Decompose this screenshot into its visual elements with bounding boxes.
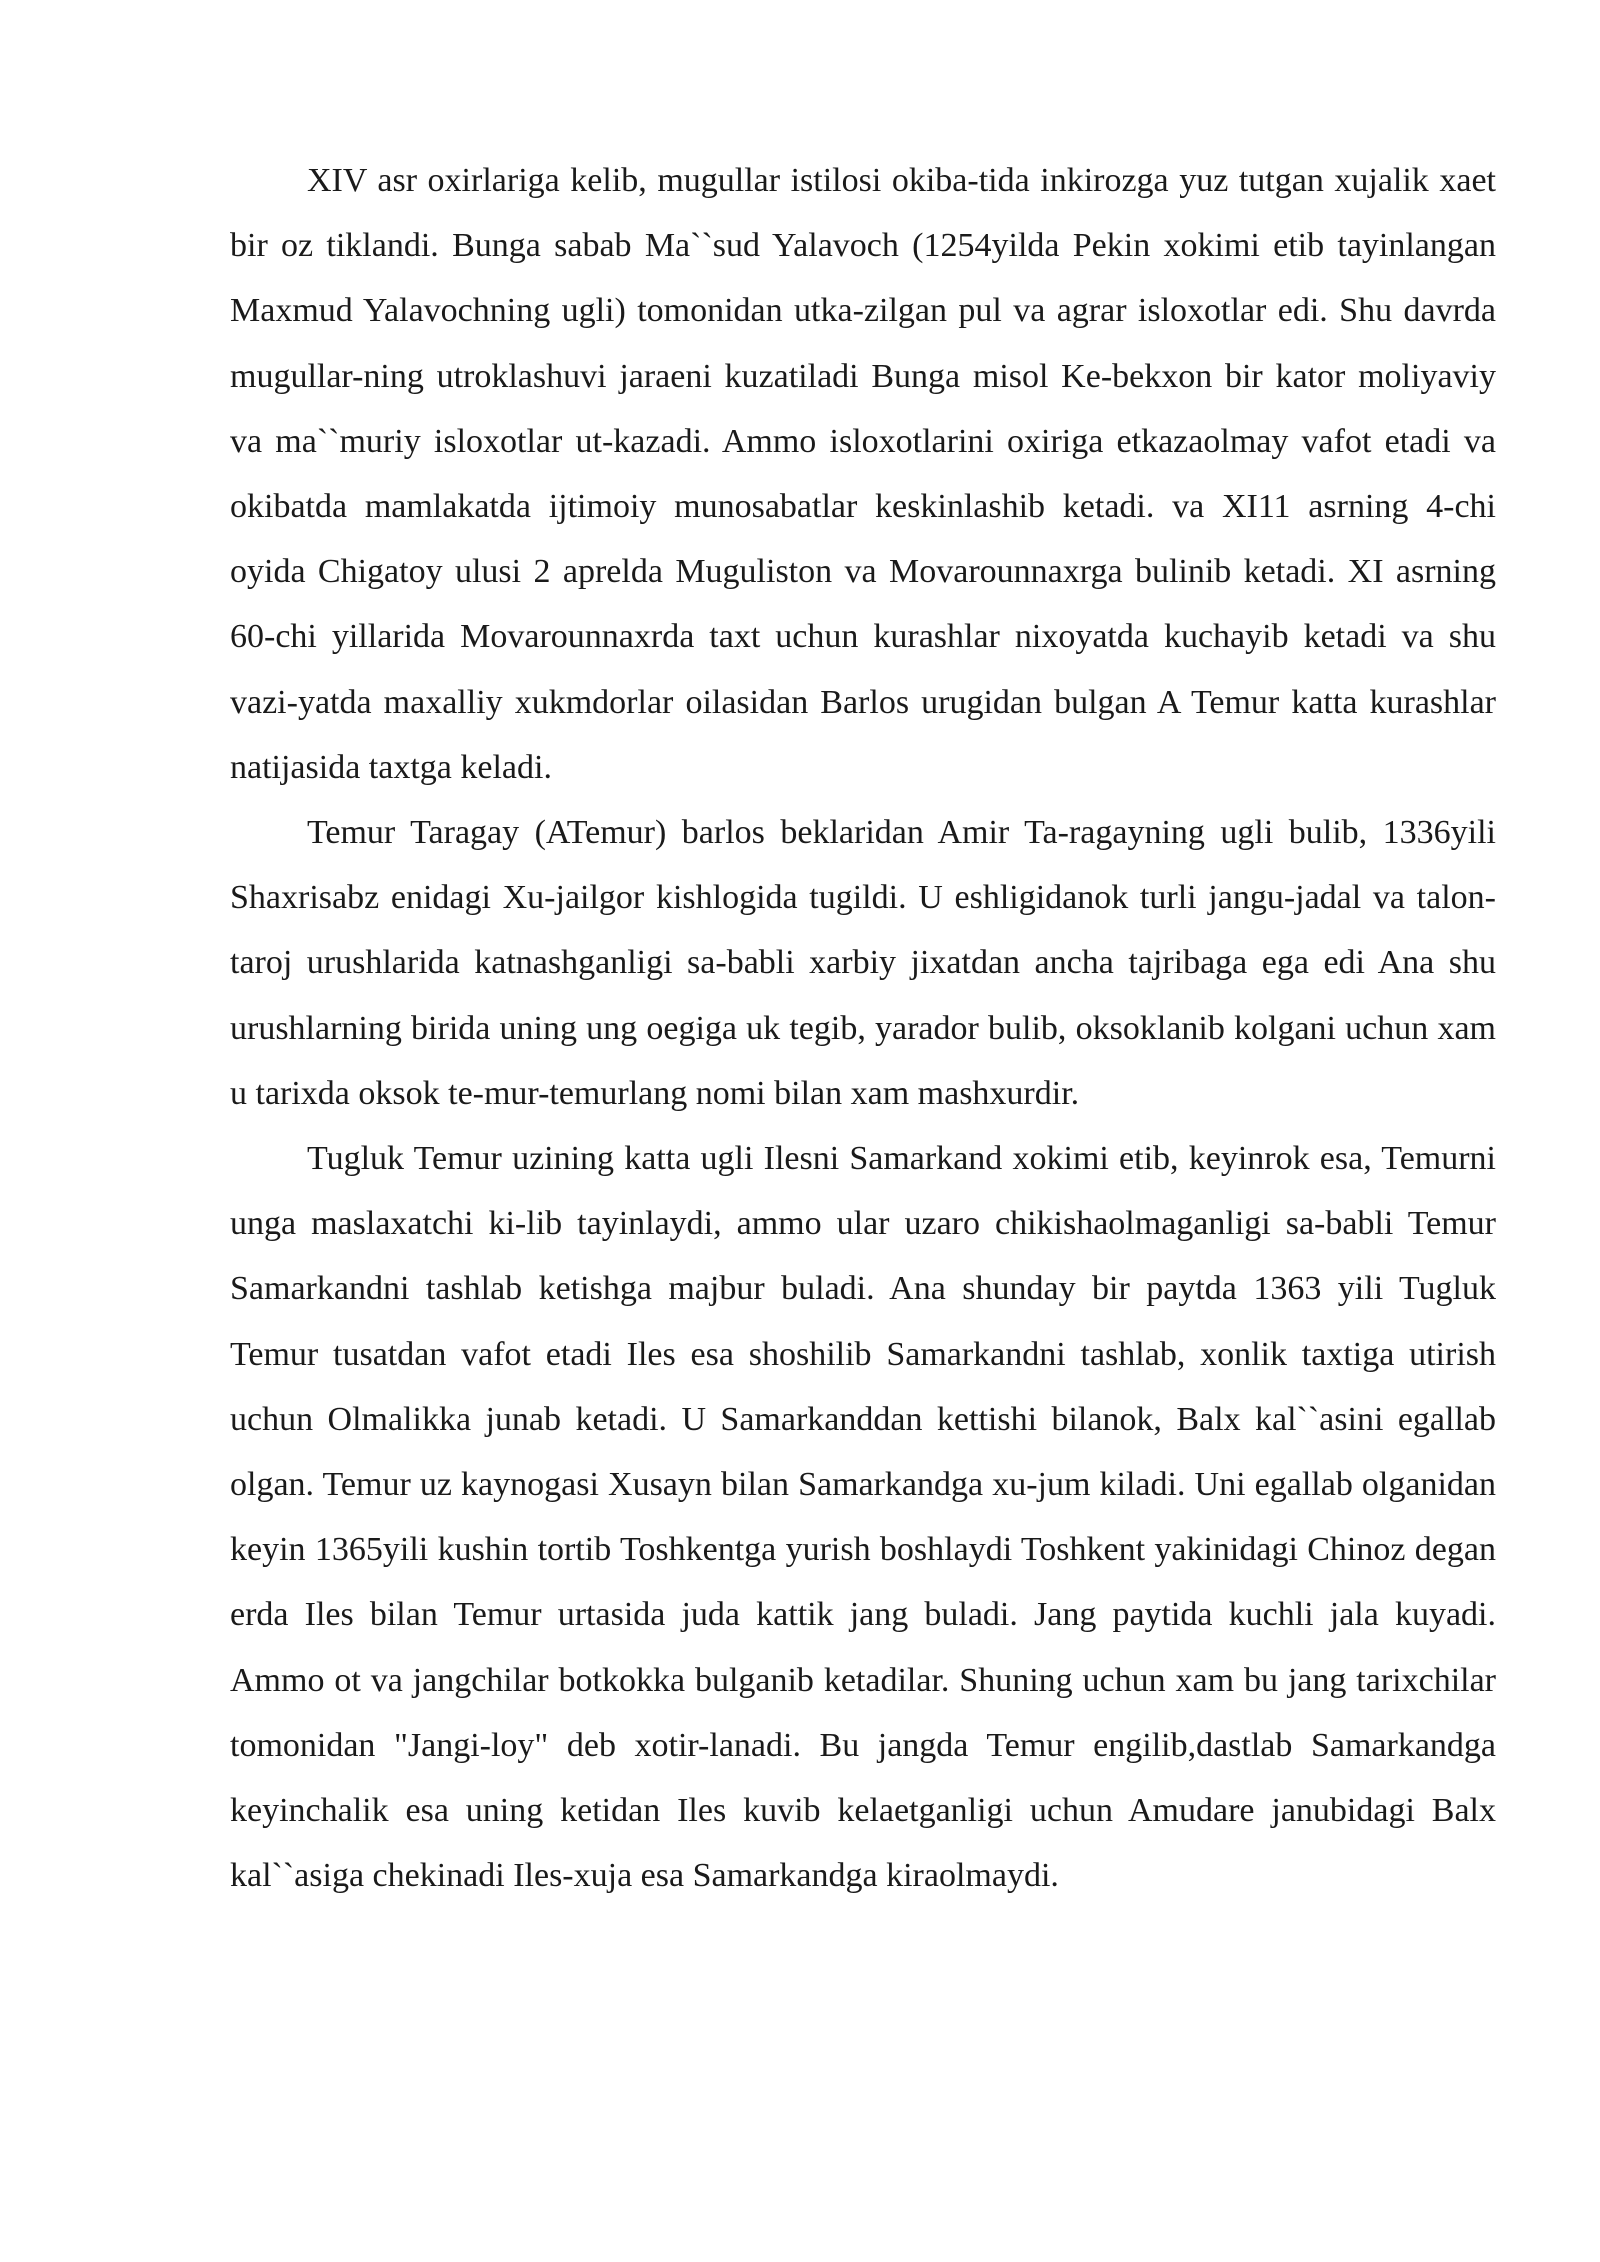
paragraph-3: Tugluk Temur uzining katta ugli Ilesni Samarkand xokimi etib, keyinrok esa, Temurni unga maslaxatchi ki-lib tayinlaydi, ammo ular uzaro chikishaolmaganligi sa-babli Temur Samarkandni tashlab ketishga majbur buladi. Ana shunday bir paytda 1363 yili Tugluk Temur tusatdan vafot etadi Iles esa shoshilib Samarkandni tashlab, xonlik taxtiga utirish uchun Olmalikka junab ketadi. U Samarkanddan kettishi bilanok, Balx kal``asini egallab olgan. Temur uz kaynogasi Xusayn bilan Samarkandga xu-jum kiladi. Uni egallab olganidan keyin 1365yili kushin tortib Toshkentga yurish boshlaydi Toshkent yakinidagi Chinoz degan erda Iles bilan Temur urtasida juda kattik jang buladi. Jang paytida kuchli jala kuyadi. Ammo ot va jangchilar botkokka bulganib ketadilar. Shuning uchun xam bu jang tarixchilar tomonidan "Jangi-loy" deb xotir-lanadi. Bu jangda Temur engilib,dastlab Samarkandga keyinchalik esa uning ketidan Iles kuvib kelaetganligi uchun Amudare janubidagi Balx kal``asiga chekinadi Iles-xuja esa Samarkandga kiraolmaydi. bbox=[230, 1140, 1496, 1895]
paragraph-1: XIV asr oxirlariga kelib, mugullar istilosi okiba-tida inkirozga yuz tutgan xujalik xaet bir oz tiklandi. Bunga sabab Ma``sud Yalavoch (1254yilda Pekin xokimi etib tayinlangan Maxmud Yalavochning ugli) tomonidan utka-zilgan pul va agrar isloxotlar edi. Shu davrda mugullar-ning utroklashuvi jaraeni kuzatiladi Bunga misol Ke-bekxon bir kator moliyaviy va ma``muriy isloxotlar ut-kazadi. Ammo isloxotlarini oxiriga etkazaolmay vafot etadi va okibatda mamlakatda ijtimoiy munosabatlar keskinlashib ketadi. va XI11 asrning 4-chi oyida Chigatoy ulusi 2 aprelda Muguliston va Movarounnaxrga bulinib ketadi. XI asrning 60-chi yillarida Movarounnaxrda taxt uchun kurashlar nixoyatda kuchayib ketadi va shu vazi-yatda maxalliy xukmdorlar oilasidan Barlos urugidan bulgan A Temur katta kurashlar natijasida taxtga keladi. bbox=[230, 162, 1496, 786]
document-body bbox=[230, 148, 1496, 1908]
paragraph-2: Temur Taragay (ATemur) barlos beklaridan Amir Ta-ragayning ugli bulib, 1336yili Shaxrisabz enidagi Xu-jailgor kishlogida tugildi. U eshligidanok turli jangu-jadal va talon-taroj urushlarida katnashganligi sa-babli xarbiy jixatdan ancha tajribaga ega edi Ana shu urushlarning birida uning ung oegiga uk tegib, yarador bulib, oksoklanib kolgani uchun xam u tarixda oksok te-mur-temurlang nomi bilan xam mashxurdir. bbox=[230, 814, 1496, 1112]
